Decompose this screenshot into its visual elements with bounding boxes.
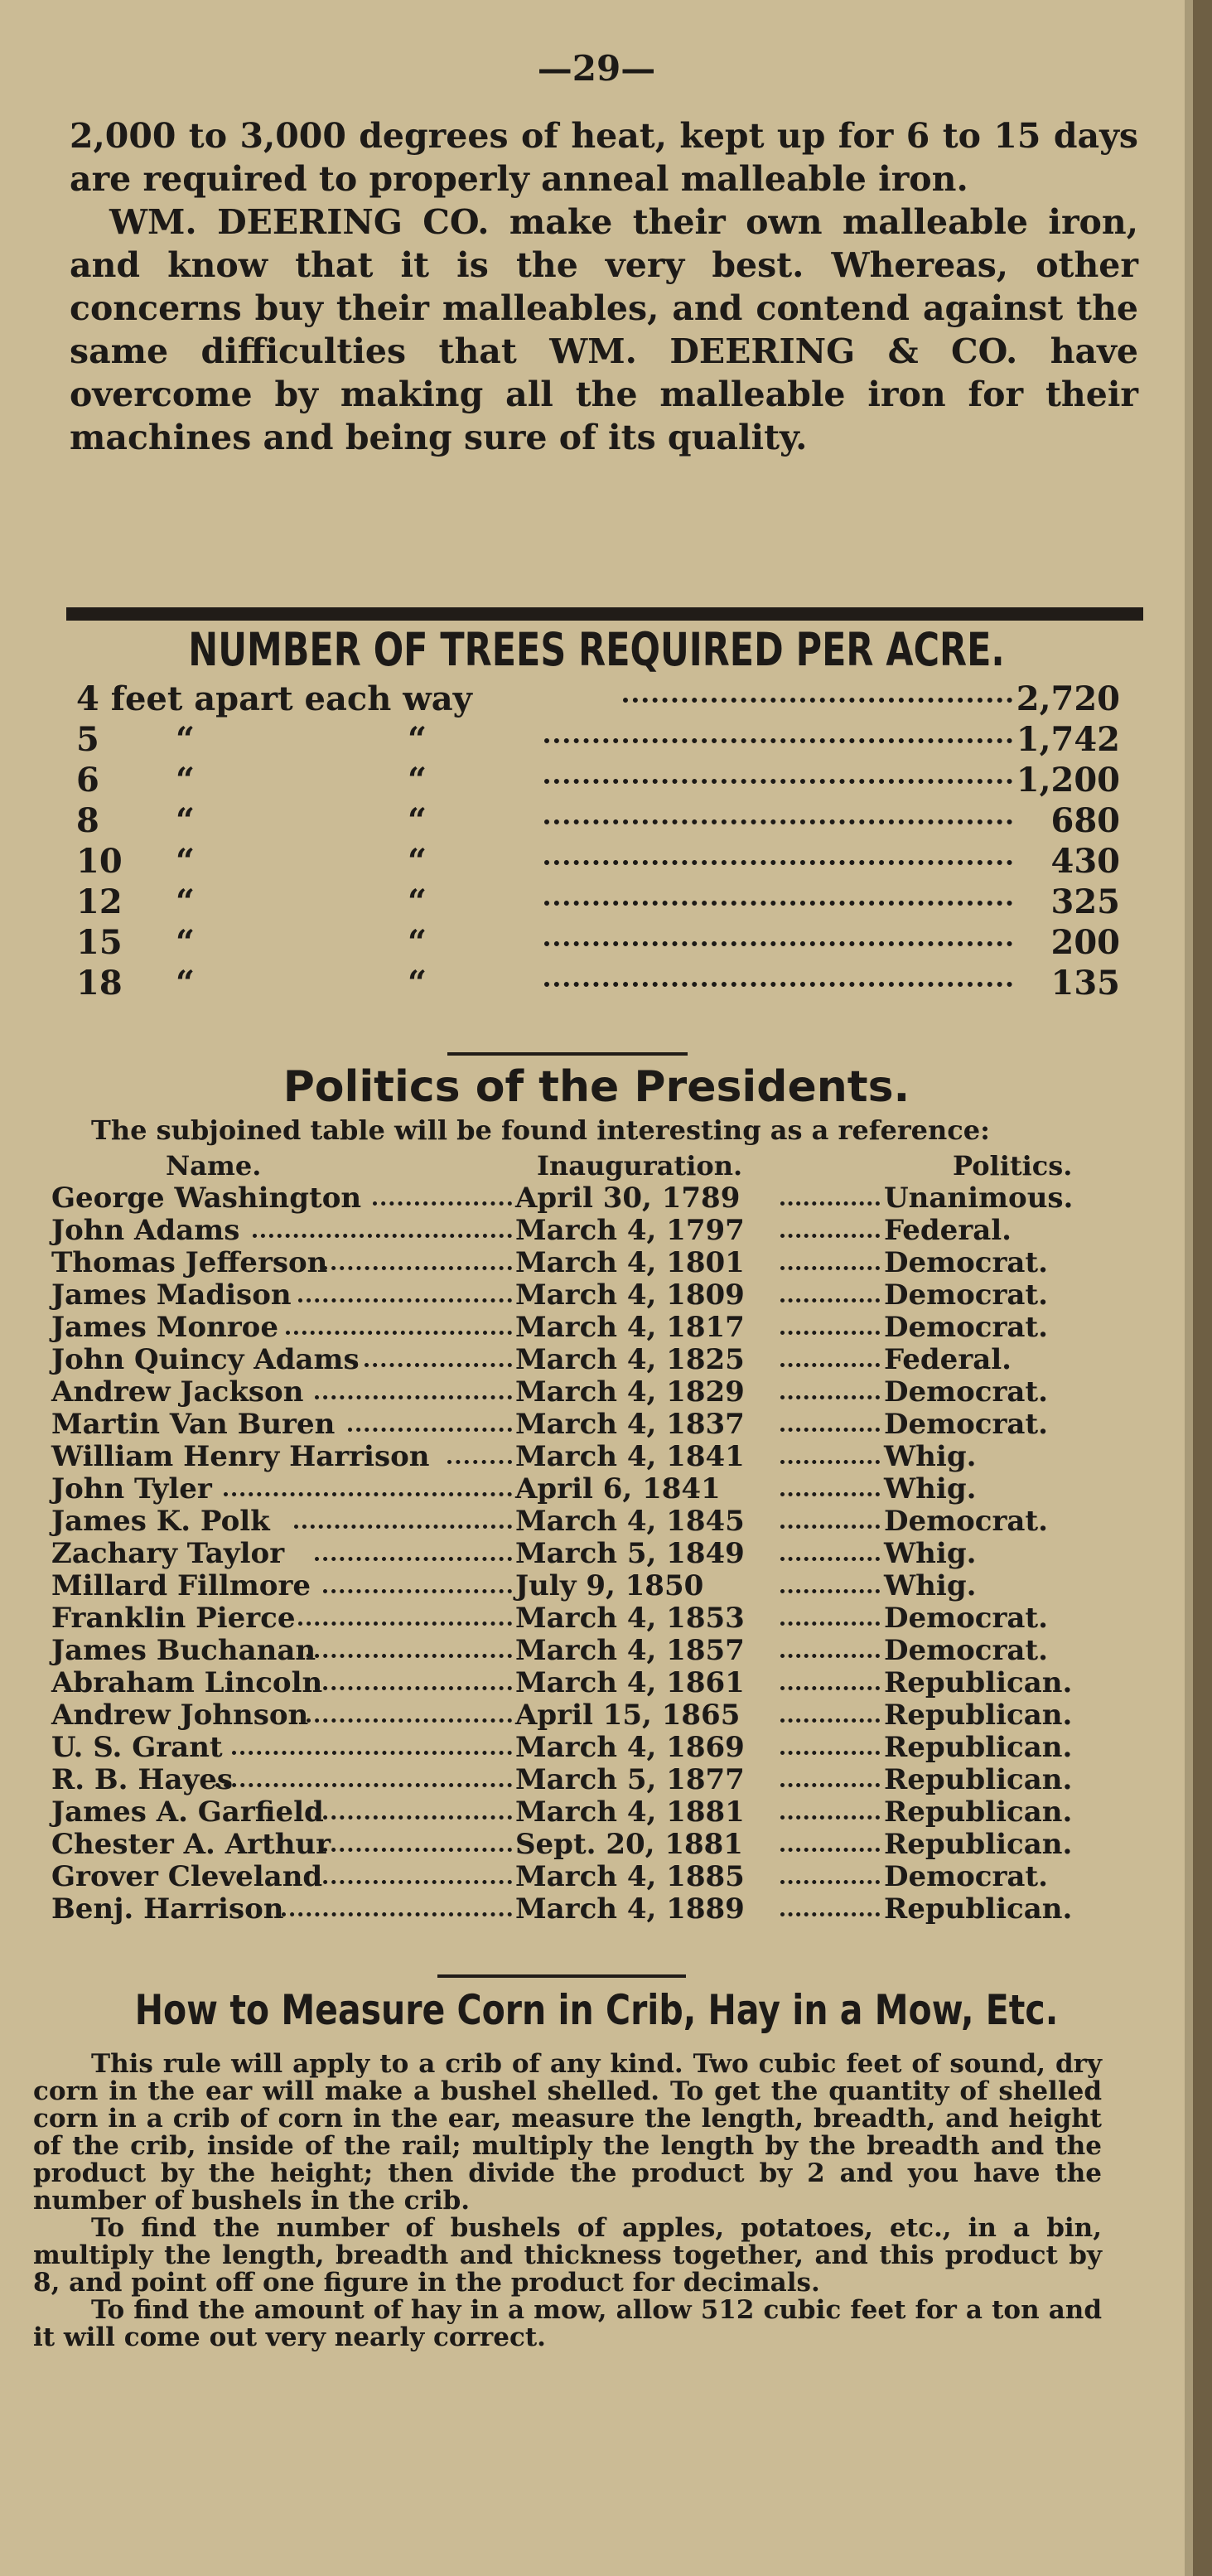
dot-leader bbox=[780, 1815, 880, 1820]
trees-spacing-label: 10 bbox=[76, 842, 123, 881]
dot-leader bbox=[286, 1331, 512, 1335]
president-row bbox=[51, 1311, 1095, 1343]
dot-leader bbox=[544, 901, 1012, 906]
president-row bbox=[51, 1828, 1095, 1860]
president-name: Andrew Johnson bbox=[51, 1699, 309, 1732]
inauguration-date: March 4, 1857 bbox=[515, 1634, 745, 1667]
dot-leader bbox=[544, 779, 1012, 784]
corn-heading: How to Measure Corn in Crib, Hay in a Mow, Etc. bbox=[134, 1986, 1059, 2034]
president-politics: Republican. bbox=[884, 1795, 1073, 1829]
trees-count-value: 430 bbox=[1050, 842, 1120, 881]
president-name: James Buchanan bbox=[51, 1634, 316, 1667]
dot-leader bbox=[780, 1654, 880, 1658]
inauguration-date: March 4, 1889 bbox=[515, 1892, 745, 1926]
dot-leader bbox=[780, 1428, 880, 1432]
president-row bbox=[51, 1699, 1095, 1731]
ditto-mark: “ bbox=[176, 761, 196, 800]
dot-leader bbox=[323, 1589, 512, 1593]
president-name: John Adams bbox=[51, 1214, 240, 1247]
ditto-mark: “ bbox=[176, 923, 196, 962]
column-header-inauguration: Inauguration. bbox=[537, 1150, 743, 1182]
dot-leader bbox=[780, 1525, 880, 1529]
trees-row bbox=[76, 842, 1137, 882]
dot-leader bbox=[323, 1266, 512, 1270]
presidents-intro: The subjoined table will be found interesting as a reference: bbox=[91, 1114, 990, 1146]
dot-leader bbox=[544, 738, 1012, 743]
dot-leader bbox=[307, 1718, 512, 1723]
president-politics: Whig. bbox=[884, 1537, 977, 1570]
president-politics: Republican. bbox=[884, 1892, 1073, 1926]
ditto-mark: “ bbox=[408, 923, 427, 962]
trees-spacing-label: 5 bbox=[76, 720, 99, 759]
inauguration-date: March 4, 1845 bbox=[515, 1505, 745, 1538]
dot-leader bbox=[780, 1492, 880, 1496]
column-header-name: Name. bbox=[166, 1150, 262, 1182]
dot-leader bbox=[780, 1718, 880, 1723]
president-politics: Republican. bbox=[884, 1828, 1073, 1861]
president-name: Grover Cleveland bbox=[51, 1860, 323, 1893]
trees-spacing-label: 12 bbox=[76, 882, 123, 921]
dot-leader bbox=[780, 1266, 880, 1270]
trees-row bbox=[76, 882, 1137, 923]
president-row bbox=[51, 1860, 1095, 1892]
president-politics: Democrat. bbox=[884, 1634, 1048, 1667]
trees-row bbox=[76, 964, 1137, 1004]
president-row bbox=[51, 1602, 1095, 1634]
ditto-mark: “ bbox=[408, 761, 427, 800]
ditto-mark: “ bbox=[176, 801, 196, 840]
inauguration-date: March 4, 1869 bbox=[515, 1731, 745, 1764]
dot-leader bbox=[365, 1363, 512, 1367]
dot-leader bbox=[315, 1557, 512, 1561]
trees-heading: NUMBER OF TREES REQUIRED PER ACRE. bbox=[188, 623, 1005, 676]
president-row bbox=[51, 1795, 1095, 1828]
trees-row bbox=[76, 720, 1137, 761]
president-name: John Tyler bbox=[51, 1472, 212, 1505]
president-name: Thomas Jefferson bbox=[51, 1246, 328, 1279]
president-name: Franklin Pierce bbox=[51, 1602, 296, 1635]
ditto-mark: “ bbox=[408, 720, 427, 759]
dot-leader bbox=[294, 1525, 512, 1529]
dot-leader bbox=[780, 1848, 880, 1852]
dot-leader bbox=[780, 1589, 880, 1593]
dot-leader bbox=[780, 1234, 880, 1238]
dot-leader bbox=[780, 1621, 880, 1626]
dot-leader bbox=[544, 982, 1012, 987]
president-name: George Washington bbox=[51, 1182, 362, 1215]
president-name: Martin Van Buren bbox=[51, 1408, 336, 1441]
intro-paragraph-2: WM. DEERING CO. make their own malleable iron, and know that it is the very best. Whereas, other concerns buy their malleables, and contend against the same difficulties that WM. DEERING & CO. have overcome by making all the malleable iron for their machines and being sure of its quality. bbox=[70, 202, 1138, 457]
trees-count-value: 200 bbox=[1050, 923, 1120, 962]
dot-leader bbox=[780, 1557, 880, 1561]
dot-leader bbox=[224, 1492, 512, 1496]
dot-leader bbox=[373, 1201, 512, 1206]
dot-leader bbox=[780, 1363, 880, 1367]
trees-row bbox=[76, 761, 1137, 801]
dot-leader bbox=[544, 860, 1012, 865]
ditto-mark: “ bbox=[408, 842, 427, 881]
inauguration-date: March 4, 1885 bbox=[515, 1860, 745, 1893]
dot-leader bbox=[780, 1460, 880, 1464]
dot-leader bbox=[623, 698, 1012, 703]
trees-spacing-label: 18 bbox=[76, 964, 123, 1003]
trees-table bbox=[76, 679, 1137, 1004]
inauguration-date: April 30, 1789 bbox=[515, 1182, 741, 1215]
president-politics: Whig. bbox=[884, 1440, 977, 1473]
dot-leader bbox=[282, 1912, 512, 1916]
president-politics: Republican. bbox=[884, 1666, 1073, 1699]
president-name: James Madison bbox=[51, 1278, 292, 1312]
ditto-mark: “ bbox=[176, 964, 196, 1003]
trees-count-value: 2,720 bbox=[1016, 679, 1120, 718]
trees-spacing-label: 15 bbox=[76, 923, 123, 962]
trees-row bbox=[76, 923, 1137, 964]
ditto-mark: “ bbox=[408, 882, 427, 921]
inauguration-date: March 4, 1825 bbox=[515, 1343, 745, 1376]
president-name: William Henry Harrison bbox=[51, 1440, 430, 1473]
dot-leader bbox=[307, 1654, 512, 1658]
corn-measuring-section bbox=[33, 2051, 1102, 2351]
dot-leader bbox=[215, 1783, 512, 1787]
president-politics: Whig. bbox=[884, 1569, 977, 1602]
ditto-mark: “ bbox=[408, 964, 427, 1003]
president-row bbox=[51, 1343, 1095, 1375]
dot-leader bbox=[780, 1783, 880, 1787]
dot-leader bbox=[298, 1298, 512, 1302]
president-row bbox=[51, 1569, 1095, 1602]
ditto-mark: “ bbox=[176, 720, 196, 759]
inauguration-date: March 4, 1881 bbox=[515, 1795, 745, 1829]
president-name: James A. Garfield bbox=[51, 1795, 324, 1829]
corn-paragraph-1: This rule will apply to a crib of any kind. Two cubic feet of sound, dry corn in the ear will make a bushel shelled. To get the quantity of shelled corn in a crib of corn in the ear, measure the length, breadth, and height of the crib, inside of the rail; multiply the length by the breadth and the product by the height; then divide the product by 2 and you have the number of bushels in the crib. bbox=[33, 2049, 1102, 2216]
trees-spacing-label: 8 bbox=[76, 801, 99, 840]
dot-leader bbox=[544, 941, 1012, 946]
trees-row bbox=[76, 679, 1137, 720]
president-politics: Democrat. bbox=[884, 1278, 1048, 1312]
president-politics: Unanimous. bbox=[884, 1182, 1074, 1215]
presidents-heading: Politics of the Presidents. bbox=[282, 1062, 910, 1112]
president-politics: Democrat. bbox=[884, 1408, 1048, 1441]
dot-leader bbox=[315, 1686, 512, 1690]
inauguration-date: March 5, 1849 bbox=[515, 1537, 745, 1570]
president-politics: Democrat. bbox=[884, 1375, 1048, 1409]
page-number: —29— bbox=[537, 48, 656, 89]
dot-leader bbox=[780, 1880, 880, 1884]
trees-count-value: 1,742 bbox=[1016, 720, 1120, 759]
dot-leader bbox=[232, 1751, 512, 1755]
dot-leader bbox=[298, 1621, 512, 1626]
corn-paragraph-2: To find the number of bushels of apples, potatoes, etc., in a bin, multiply the length, breadth and thickness together, and this product by 8, and point off one figure in the product for decimals. bbox=[33, 2213, 1102, 2298]
president-row bbox=[51, 1505, 1095, 1537]
dot-leader bbox=[780, 1686, 880, 1690]
president-politics: Democrat. bbox=[884, 1246, 1048, 1279]
dot-leader bbox=[323, 1848, 512, 1852]
dot-leader bbox=[780, 1912, 880, 1916]
section-divider-thick bbox=[66, 607, 1143, 621]
dot-leader bbox=[780, 1751, 880, 1755]
dot-leader bbox=[780, 1395, 880, 1399]
trees-count-value: 325 bbox=[1050, 882, 1120, 921]
trees-count-value: 135 bbox=[1050, 964, 1120, 1003]
trees-count-value: 680 bbox=[1050, 801, 1120, 840]
inauguration-date: Sept. 20, 1881 bbox=[515, 1828, 743, 1861]
malleable-iron-section bbox=[70, 114, 1138, 459]
trees-row bbox=[76, 801, 1137, 842]
president-row bbox=[51, 1375, 1095, 1408]
dot-leader bbox=[348, 1428, 512, 1432]
president-row bbox=[51, 1182, 1095, 1214]
trees-spacing-label: 6 bbox=[76, 761, 99, 800]
trees-spacing-label: 4 feet apart each way bbox=[76, 679, 472, 718]
president-row bbox=[51, 1537, 1095, 1569]
section-divider bbox=[447, 1052, 688, 1056]
president-row bbox=[51, 1892, 1095, 1925]
president-name: Zachary Taylor bbox=[51, 1537, 285, 1570]
dot-leader bbox=[315, 1395, 512, 1399]
president-row bbox=[51, 1731, 1095, 1763]
inauguration-date: March 4, 1797 bbox=[515, 1214, 745, 1247]
president-row bbox=[51, 1666, 1095, 1699]
intro-paragraph-1: 2,000 to 3,000 degrees of heat, kept up for 6 to 15 days are required to properly anneal malleable iron. bbox=[70, 116, 1138, 199]
president-name: Andrew Jackson bbox=[51, 1375, 304, 1409]
presidents-table bbox=[51, 1182, 1095, 1925]
president-name: Benj. Harrison bbox=[51, 1892, 284, 1926]
president-politics: Republican. bbox=[884, 1699, 1073, 1732]
dot-leader bbox=[780, 1298, 880, 1302]
president-politics: Democrat. bbox=[884, 1311, 1048, 1344]
dot-leader bbox=[544, 819, 1012, 824]
dot-leader bbox=[315, 1815, 512, 1820]
president-row bbox=[51, 1408, 1095, 1440]
inauguration-date: March 4, 1809 bbox=[515, 1278, 745, 1312]
dot-leader bbox=[447, 1460, 512, 1464]
president-politics: Republican. bbox=[884, 1731, 1073, 1764]
inauguration-date: April 15, 1865 bbox=[515, 1699, 741, 1732]
inauguration-date: March 4, 1801 bbox=[515, 1246, 745, 1279]
president-name: U. S. Grant bbox=[51, 1731, 223, 1764]
president-politics: Whig. bbox=[884, 1472, 977, 1505]
trees-count-value: 1,200 bbox=[1016, 761, 1120, 800]
president-politics: Democrat. bbox=[884, 1602, 1048, 1635]
dot-leader bbox=[780, 1201, 880, 1206]
president-politics: Democrat. bbox=[884, 1505, 1048, 1538]
president-politics: Democrat. bbox=[884, 1860, 1048, 1893]
column-header-politics: Politics. bbox=[953, 1150, 1073, 1182]
section-divider bbox=[437, 1974, 686, 1978]
president-name: Chester A. Arthur bbox=[51, 1828, 331, 1861]
corn-paragraph-3: To find the amount of hay in a mow, allow 512 cubic feet for a ton and it will come out very nearly correct. bbox=[33, 2295, 1102, 2352]
inauguration-date: March 4, 1861 bbox=[515, 1666, 745, 1699]
ditto-mark: “ bbox=[176, 882, 196, 921]
inauguration-date: July 9, 1850 bbox=[515, 1569, 704, 1602]
president-row bbox=[51, 1246, 1095, 1278]
dot-leader bbox=[253, 1234, 512, 1238]
dot-leader bbox=[780, 1331, 880, 1335]
inauguration-date: March 4, 1817 bbox=[515, 1311, 745, 1344]
inauguration-date: March 4, 1837 bbox=[515, 1408, 745, 1441]
inauguration-date: March 4, 1841 bbox=[515, 1440, 745, 1473]
president-name: Millard Fillmore bbox=[51, 1569, 311, 1602]
inauguration-date: March 5, 1877 bbox=[515, 1763, 745, 1796]
president-row bbox=[51, 1634, 1095, 1666]
president-name: James Monroe bbox=[51, 1311, 278, 1344]
president-politics: Republican. bbox=[884, 1763, 1073, 1796]
president-name: John Quincy Adams bbox=[51, 1343, 360, 1376]
president-row bbox=[51, 1278, 1095, 1311]
ditto-mark: “ bbox=[176, 842, 196, 881]
president-row bbox=[51, 1472, 1095, 1505]
president-politics: Federal. bbox=[884, 1343, 1012, 1376]
dot-leader bbox=[315, 1880, 512, 1884]
inauguration-date: April 6, 1841 bbox=[515, 1472, 721, 1505]
page-edge bbox=[1193, 0, 1212, 2576]
president-row bbox=[51, 1440, 1095, 1472]
inauguration-date: March 4, 1829 bbox=[515, 1375, 745, 1409]
president-name: R. B. Hayes bbox=[51, 1763, 234, 1796]
inauguration-date: March 4, 1853 bbox=[515, 1602, 745, 1635]
president-row bbox=[51, 1763, 1095, 1795]
ditto-mark: “ bbox=[408, 801, 427, 840]
president-row bbox=[51, 1214, 1095, 1246]
president-name: Abraham Lincoln bbox=[51, 1666, 323, 1699]
president-name: James K. Polk bbox=[51, 1505, 270, 1538]
president-politics: Federal. bbox=[884, 1214, 1012, 1247]
